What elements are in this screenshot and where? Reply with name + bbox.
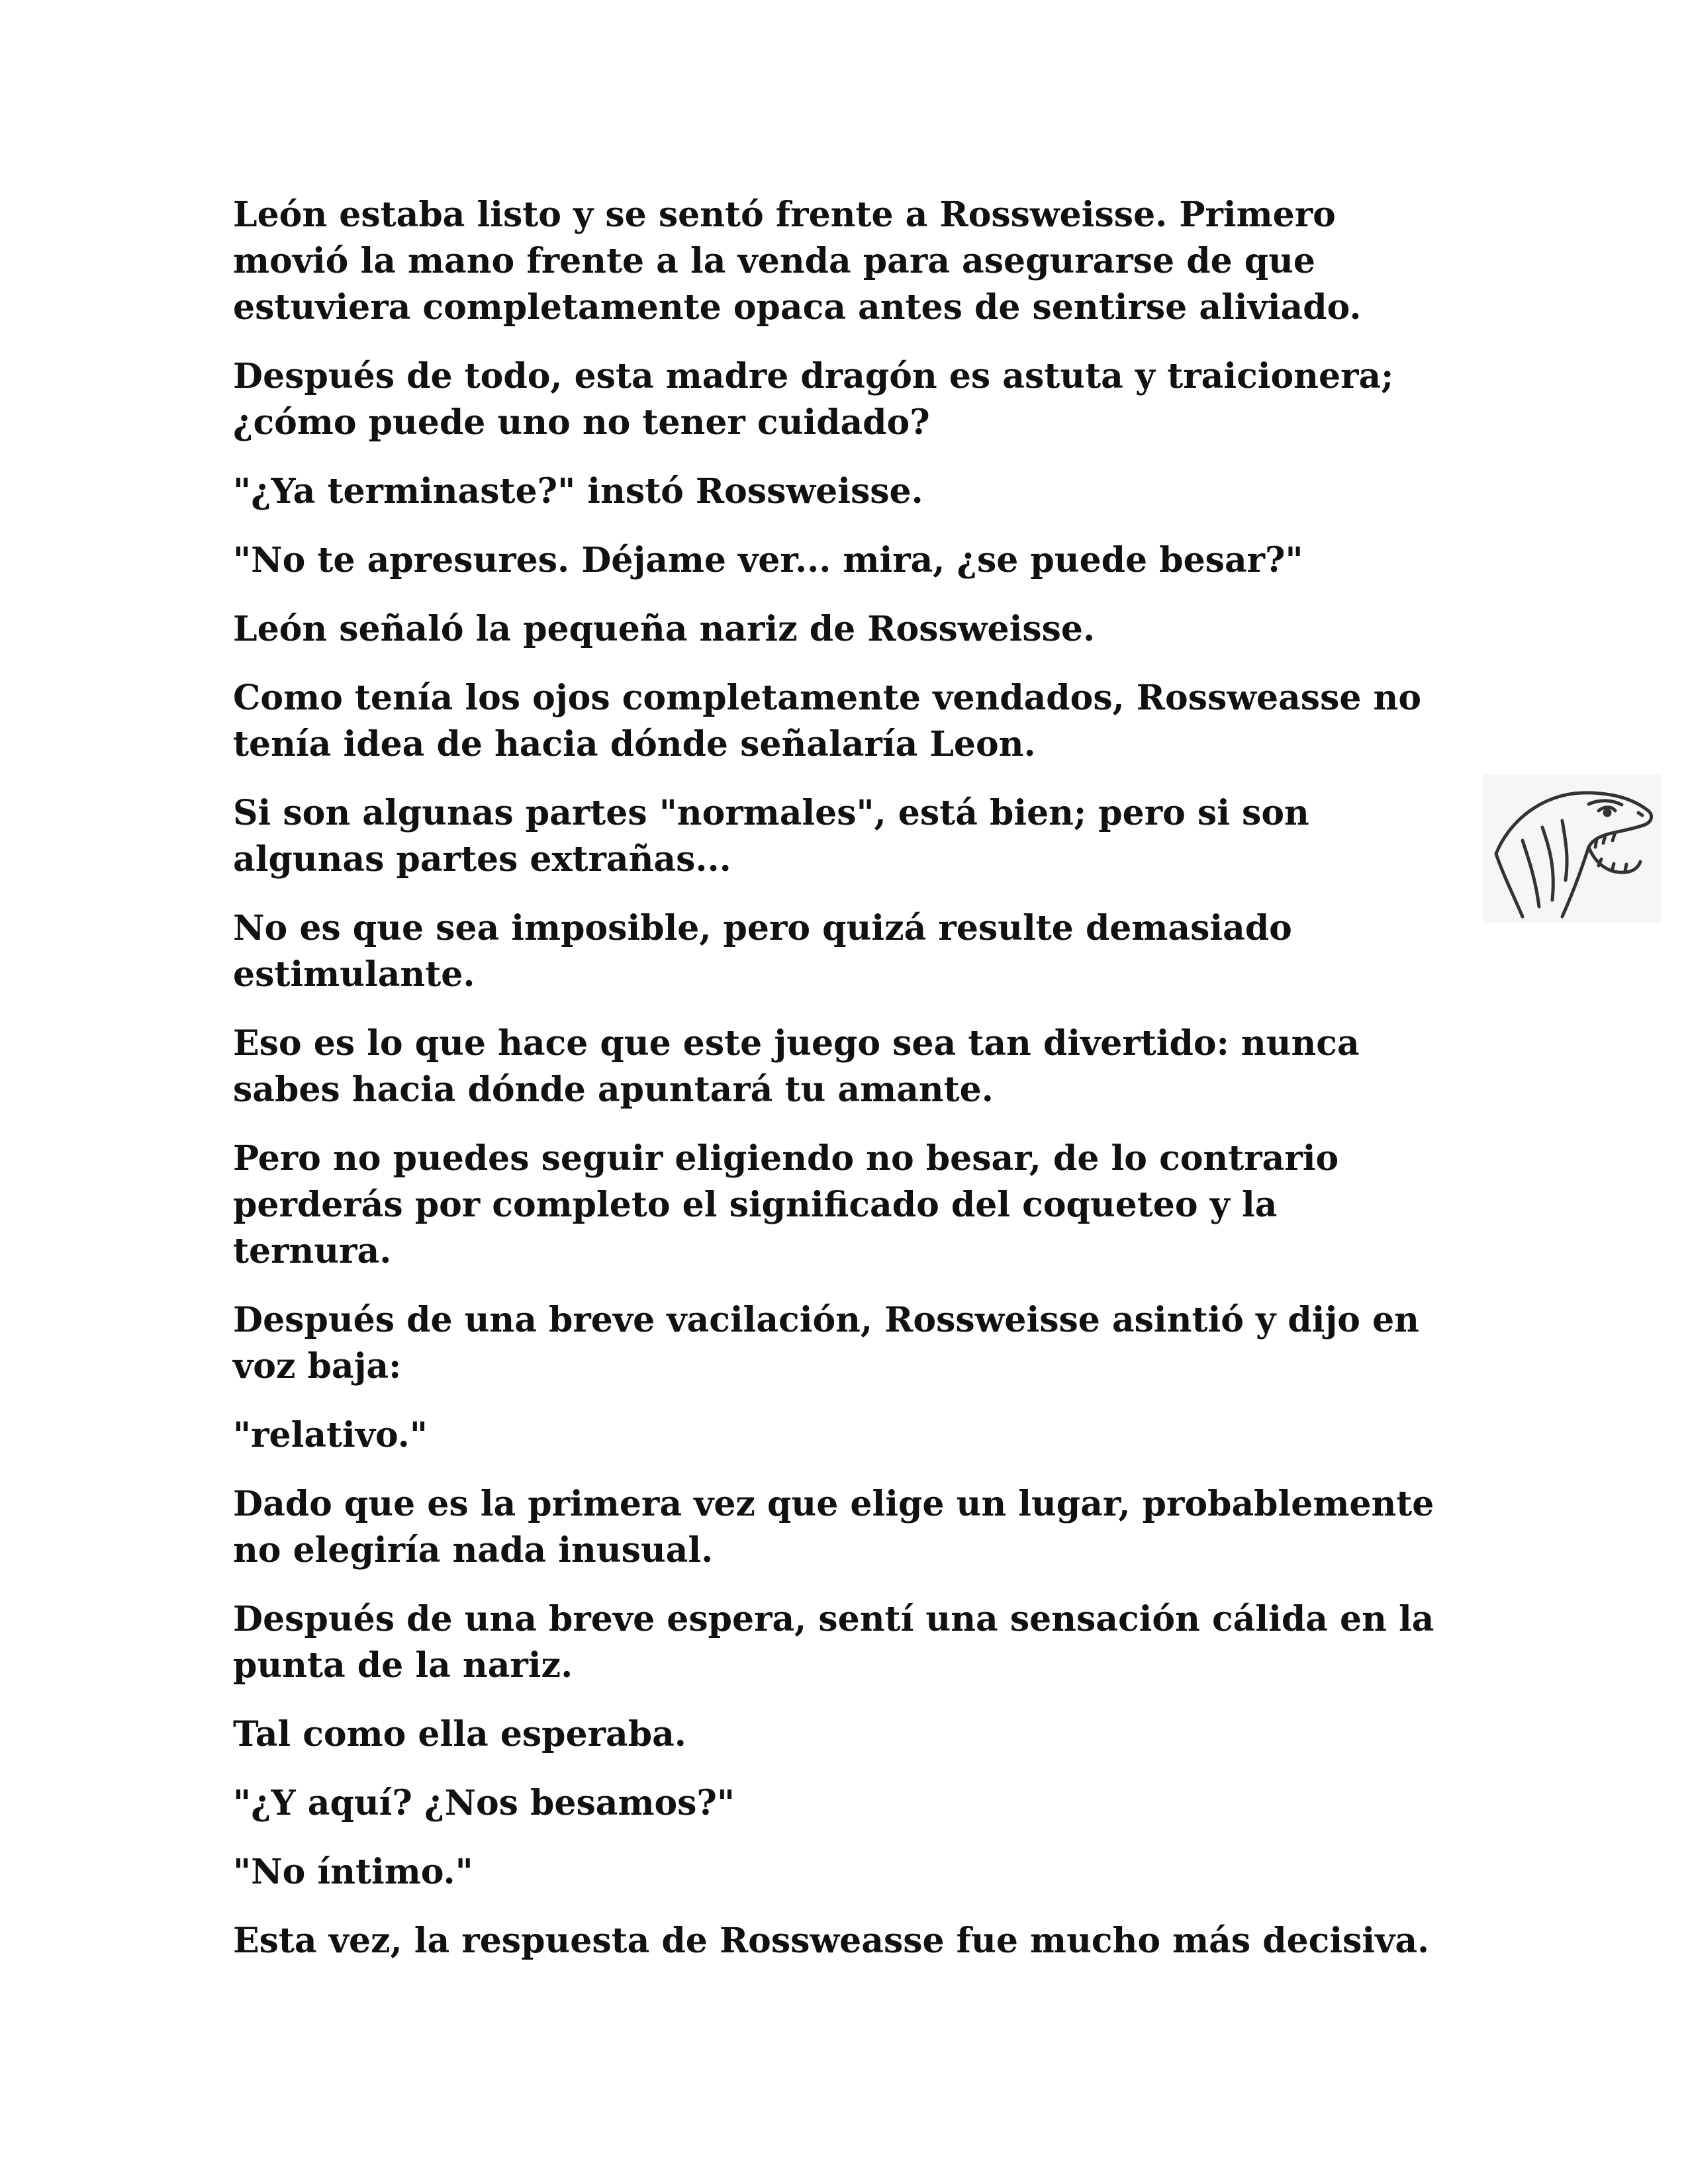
paragraph-15: Tal como ella esperaba. [233,1714,686,1754]
paragraph-7: Si son algunas partes "normales", está bien; pero si son algunas partes extrañas... [233,793,1309,880]
paragraph-13: Dado que es la primera vez que elige un lugar, probablemente no elegiría nada inusual. [233,1484,1434,1570]
paragraph-9: Eso es lo que hace que este juego sea tan divertido: nunca sabes hacia dónde apuntará tu amante. [233,1023,1360,1110]
paragraph-18: Esta vez, la respuesta de Rossweasse fue mucho más decisiva. [233,1921,1430,1961]
paragraph-2: Después de todo, esta madre dragón es astuta y traicionera; ¿cómo puede uno no tener cuidado? [233,356,1394,443]
paragraph-5: León señaló la pequeña nariz de Rossweisse. [233,609,1096,649]
paragraph-4: "No te apresures. Déjame ver... mira, ¿se puede besar?" [233,540,1303,580]
paragraph-1: León estaba listo y se sentó frente a Rossweisse. Primero movió la mano frente a la venda para asegurarse de que estuviera completamente opaca antes de sentirse aliviado. [233,195,1362,328]
dinosaur-head-sketch-icon [1483,774,1662,923]
paragraph-12: "relativo." [233,1415,428,1455]
body-text [233,192,1444,1987]
paragraph-3: "¿Ya terminaste?" instó Rossweisse. [233,471,923,512]
paragraph-8: No es que sea imposible, pero quizá resulte demasiado estimulante. [233,908,1292,995]
paragraph-16: "¿Y aquí? ¿Nos besamos?" [233,1783,735,1823]
paragraph-11: Después de una breve vacilación, Rossweisse asintió y dijo en voz baja: [233,1300,1419,1387]
paragraph-6: Como tenía los ojos completamente vendados, Rossweasse no tenía idea de hacia dónde señalaría Leon. [233,678,1422,764]
paragraph-17: "No íntimo." [233,1852,473,1892]
paragraph-10: Pero no puedes seguir eligiendo no besar, de lo contrario perderás por completo el significado del coqueteo y la ternura. [233,1138,1339,1271]
paragraph-14: Después de una breve espera, sentí una sensación cálida en la punta de la nariz. [233,1599,1434,1686]
